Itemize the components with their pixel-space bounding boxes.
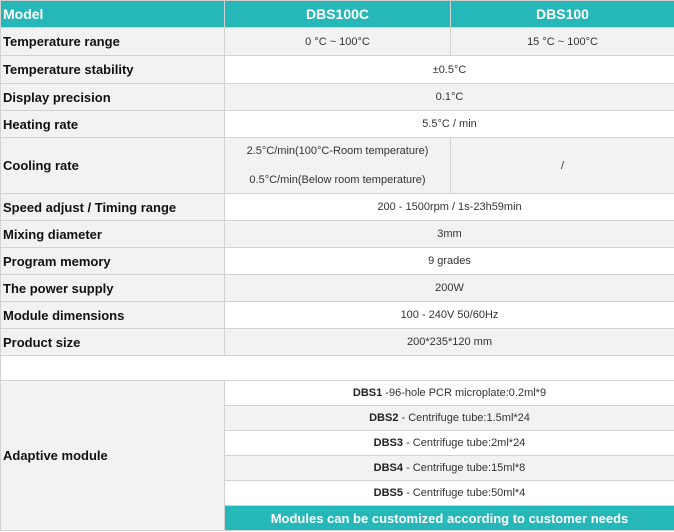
row-speed-timing: [1, 194, 674, 221]
label-speed-timing: Speed adjust / Timing range: [1, 194, 225, 221]
label-power-supply: The power supply: [1, 275, 225, 302]
label-mixing-diameter: Mixing diameter: [1, 221, 225, 248]
row-heating-rate: [1, 111, 674, 138]
cooling-rate-line-1: 2.5°C/min(100°C-Room temperature): [246, 144, 429, 157]
row-cooling-rate: [1, 138, 674, 194]
module-item: [225, 481, 674, 506]
module-desc: -96-hole PCR microplate:0.2ml*9: [382, 387, 547, 399]
label-cooling-rate: Cooling rate: [1, 138, 225, 194]
label-heating-rate: Heating rate: [1, 111, 225, 138]
spacer-cell: [1, 356, 674, 381]
module-item: [225, 406, 674, 431]
label-adaptive-module: Adaptive module: [1, 381, 225, 531]
module-name: DBS5: [373, 487, 404, 499]
module-name: DBS1: [352, 387, 383, 399]
module-item: [225, 456, 674, 481]
value-speed-timing: 200 - 1500rpm / 1s-23h59min: [225, 194, 674, 221]
label-module-dimensions: Module dimensions: [1, 302, 225, 329]
label-display-precision: Display precision: [1, 84, 225, 111]
value-cooling-rate-dbs100: /: [451, 138, 674, 194]
row-spacer: [1, 356, 674, 381]
module-desc: - Centrifuge tube:1.5ml*24: [398, 412, 530, 424]
label-program-memory: Program memory: [1, 248, 225, 275]
row-power-supply: [1, 275, 674, 302]
cooling-rate-line-2: 0.5°C/min(Below room temperature): [249, 173, 426, 186]
value-cooling-rate-dbs100c: [225, 138, 451, 194]
value-display-precision: 0.1°C: [225, 84, 674, 111]
row-adaptive-module-1: [1, 381, 674, 406]
module-name: DBS2: [369, 412, 399, 424]
module-name: DBS3: [373, 437, 404, 449]
label-product-size: Product size: [1, 329, 225, 356]
module-item: [225, 381, 674, 406]
row-mixing-diameter: [1, 221, 674, 248]
row-temperature-range: [1, 28, 674, 56]
header-row: [1, 1, 674, 28]
value-module-dimensions: 100 - 240V 50/60Hz: [225, 302, 674, 329]
value-temperature-range-dbs100c: 0 °C ~ 100°C: [225, 28, 451, 56]
value-heating-rate: 5.5°C / min: [225, 111, 674, 138]
header-dbs100: DBS100: [451, 1, 674, 28]
header-model-label: Model: [1, 1, 225, 28]
value-power-supply: 200W: [225, 275, 674, 302]
row-program-memory: [1, 248, 674, 275]
row-display-precision: [1, 84, 674, 111]
row-temperature-stability: [1, 56, 674, 84]
value-temperature-stability: ±0.5°C: [225, 56, 674, 84]
row-module-dimensions: [1, 302, 674, 329]
value-program-memory: 9 grades: [225, 248, 674, 275]
customization-note: Modules can be customized according to customer needs: [225, 506, 674, 531]
module-desc: - Centrifuge tube:50ml*4: [403, 487, 526, 499]
value-product-size: 200*235*120 mm: [225, 329, 674, 356]
label-temperature-stability: Temperature stability: [1, 56, 225, 84]
module-desc: - Centrifuge tube:2ml*24: [403, 437, 526, 449]
label-temperature-range: Temperature range: [1, 28, 225, 56]
value-temperature-range-dbs100: 15 °C ~ 100°C: [451, 28, 674, 56]
row-product-size: [1, 329, 674, 356]
module-name: DBS4: [373, 462, 404, 474]
value-mixing-diameter: 3mm: [225, 221, 674, 248]
header-dbs100c: DBS100C: [225, 1, 451, 28]
module-desc: - Centrifuge tube:15ml*8: [403, 462, 526, 474]
module-item: [225, 431, 674, 456]
